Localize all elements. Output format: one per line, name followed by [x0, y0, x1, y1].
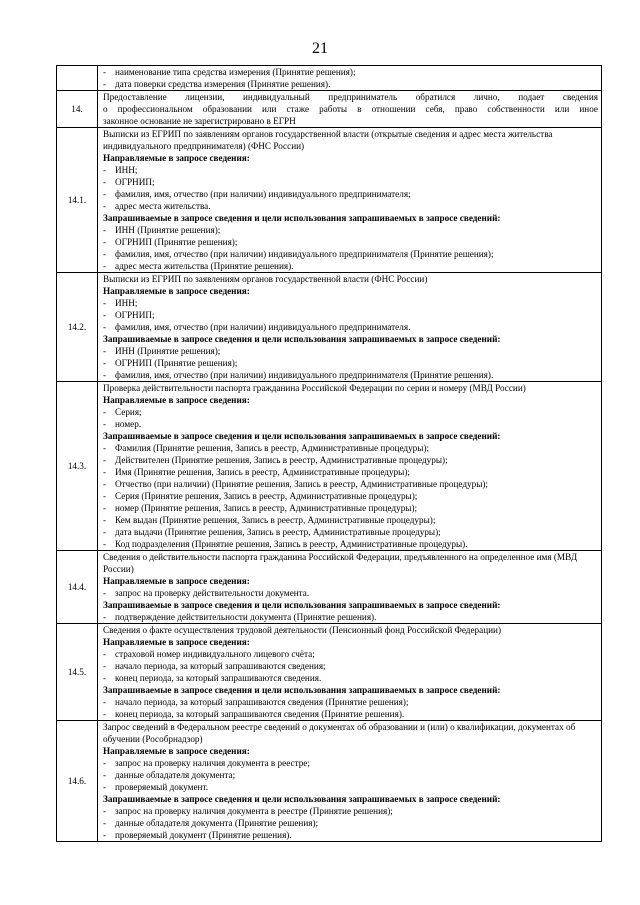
bullet-dash: - — [103, 515, 107, 525]
list-item — [103, 78, 598, 90]
list-item-text: начало периода, за который запрашиваются сведения; — [115, 661, 326, 671]
bullet-dash: - — [103, 782, 107, 792]
row-number: 14.4. — [57, 551, 98, 624]
bullet-dash: - — [103, 261, 107, 271]
list-item-text: данные обладателя документа; — [115, 770, 236, 780]
row-content — [98, 273, 602, 382]
list-item — [103, 260, 598, 272]
bullet-dash: - — [103, 407, 107, 417]
paragraph-text: Запрос сведений в Федеральном реестре сведений о документах об образовании и (или) о квалификации, документах об обучении (Рособрнадзор) — [103, 722, 576, 744]
list-item-text: дата выдачи (Принятие решения, Запись в реестр, Административные процедуры); — [115, 527, 441, 537]
row-number: 14.1. — [57, 128, 98, 273]
list-item-text: Серия (Принятие решения, Запись в реестр, Административные процедуры); — [115, 491, 418, 501]
table-row — [57, 721, 602, 842]
list-item — [103, 526, 598, 538]
list-item — [103, 781, 598, 793]
section-heading: Запрашиваемые в запросе сведения и цели использования запрашиваемых в запросе сведений: — [103, 794, 501, 804]
list-item — [103, 248, 598, 260]
row-content — [98, 66, 602, 91]
row-number: 14. — [57, 91, 98, 128]
list-item-text: подтверждение действительности документа (Принятие решения). — [115, 612, 377, 622]
row-number: 14.2. — [57, 273, 98, 382]
bullet-dash: - — [103, 770, 107, 780]
list-item — [103, 466, 598, 478]
row-number: 14.5. — [57, 624, 98, 721]
bullet-dash: - — [103, 649, 107, 659]
bullet-dash: - — [103, 806, 107, 816]
section-heading: Направляемые в запросе сведения: — [103, 395, 250, 405]
bullet-dash: - — [103, 709, 107, 719]
list-item — [103, 200, 598, 212]
list-item-text: конец периода, за который запрашиваются сведения (Принятие решения). — [115, 709, 405, 719]
bullet-dash: - — [103, 201, 107, 211]
list-item — [103, 345, 598, 357]
bullet-dash: - — [103, 830, 107, 840]
row-content — [98, 91, 602, 128]
bullet-dash: - — [103, 455, 107, 465]
bullet-dash: - — [103, 588, 107, 598]
list-item — [103, 176, 598, 188]
list-item-text: Серия; — [115, 407, 142, 417]
bullet-dash: - — [103, 491, 107, 501]
section-heading: Запрашиваемые в запросе сведения и цели использования запрашиваемых в запросе сведений: — [103, 600, 501, 610]
table-row — [57, 382, 602, 551]
list-item-text: ИНН; — [115, 165, 138, 175]
list-item-text: Код подразделения (Принятие решения, Запись в реестр, Административные процедуры). — [115, 539, 468, 549]
row-content — [98, 128, 602, 273]
list-item — [103, 502, 598, 514]
row-number: 14.3. — [57, 382, 98, 551]
row-content — [98, 624, 602, 721]
table-row — [57, 66, 602, 91]
list-item-text: фамилия, имя, отчество (при наличии) индивидуального предпринимателя; — [115, 189, 411, 199]
list-item-text: проверяемый документ (Принятие решения). — [115, 830, 292, 840]
row-content — [98, 382, 602, 551]
requirements-table — [56, 65, 602, 842]
bullet-dash: - — [103, 298, 107, 308]
list-item-text: проверяемый документ. — [115, 782, 209, 792]
list-item-text: фамилия, имя, отчество (при наличии) индивидуального предпринимателя. — [115, 322, 411, 332]
bullet-dash: - — [103, 467, 107, 477]
section-heading: Направляемые в запросе сведения: — [103, 576, 250, 586]
list-item — [103, 224, 598, 236]
list-item-text: Имя (Принятие решения, Запись в реестр, Административные процедуры); — [115, 467, 410, 477]
list-item — [103, 538, 598, 550]
list-item-text: адрес места жительства. — [115, 201, 211, 211]
bullet-dash: - — [103, 346, 107, 356]
bullet-dash: - — [103, 673, 107, 683]
list-item — [103, 514, 598, 526]
bullet-dash: - — [103, 358, 107, 368]
list-item-text: номер. — [115, 419, 142, 429]
bullet-dash: - — [103, 322, 107, 332]
section-heading: Запрашиваемые в запросе сведения и цели использования запрашиваемых в запросе сведений: — [103, 431, 501, 441]
list-item — [103, 672, 598, 684]
bullet-dash: - — [103, 697, 107, 707]
bullet-dash: - — [103, 661, 107, 671]
list-item — [103, 757, 598, 769]
list-item — [103, 805, 598, 817]
row-number — [57, 66, 98, 91]
list-item — [103, 660, 598, 672]
list-item-text: наименование типа средства измерения (Принятие решения); — [115, 67, 356, 77]
list-item — [103, 297, 598, 309]
list-item — [103, 829, 598, 841]
list-item — [103, 188, 598, 200]
list-item — [103, 418, 598, 430]
row-content — [98, 551, 602, 624]
list-item-text: запрос на проверку наличия документа в реестре (Принятие решения); — [115, 806, 393, 816]
section-heading: Направляемые в запросе сведения: — [103, 286, 250, 296]
section-heading: Запрашиваемые в запросе сведения и цели использования запрашиваемых в запросе сведений: — [103, 334, 501, 344]
bullet-dash: - — [103, 479, 107, 489]
list-item-text: Отчество (при наличии) (Принятие решения, Запись в реестр, Административные процедуры); — [115, 479, 488, 489]
list-item-text: начало периода, за который запрашиваются сведения (Принятие решения); — [115, 697, 409, 707]
list-item-text: фамилия, имя, отчество (при наличии) индивидуального предпринимателя (Принятие решения). — [115, 370, 494, 380]
list-item — [103, 587, 598, 599]
list-item — [103, 66, 598, 78]
paragraph-line: о профессиональном образовании или стаже работы в отношении себя, право собственности или иное — [103, 104, 598, 114]
list-item-text: запрос на проверку наличия документа в реестре; — [115, 758, 310, 768]
list-item-text: ИНН; — [115, 298, 138, 308]
paragraph-line: Выписки из ЕГРИП по заявлениям органов государственной власти (ФНС России) — [103, 274, 428, 284]
bullet-dash: - — [103, 419, 107, 429]
bullet-dash: - — [103, 612, 107, 622]
bullet-dash: - — [103, 758, 107, 768]
section-heading: Направляемые в запросе сведения: — [103, 153, 250, 163]
bullet-dash: - — [103, 177, 107, 187]
paragraph-text: Выписки из ЕГРИП по заявлениям органов государственной власти (открытые сведения и адрес места жительства индивидуального предпринимателя) (ФНС России) — [103, 129, 553, 151]
paragraph-line: Проверка действительности паспорта гражданина Российской Федерации по серии и номеру (МВД России) — [103, 383, 526, 393]
section-heading: Направляемые в запросе сведения: — [103, 746, 250, 756]
list-item-text: конец периода, за который запрашиваются сведения. — [115, 673, 322, 683]
bullet-dash: - — [103, 249, 107, 259]
paragraph-line: законное основание не зарегистрировано в ЕГРН — [103, 116, 296, 126]
list-item-text: запрос на проверку действительности документа. — [115, 588, 310, 598]
bullet-dash: - — [103, 539, 107, 549]
list-item-text: Фамилия (Принятие решения, Запись в реестр, Административные процедуры); — [115, 443, 430, 453]
table-row — [57, 624, 602, 721]
bullet-dash: - — [103, 443, 107, 453]
list-item — [103, 164, 598, 176]
row-content — [98, 721, 602, 842]
list-item — [103, 611, 598, 623]
section-heading: Направляемые в запросе сведения: — [103, 637, 250, 647]
list-item — [103, 369, 598, 381]
list-item-text: ИНН (Принятие решения); — [115, 346, 221, 356]
table-row — [57, 91, 602, 128]
list-item — [103, 708, 598, 720]
list-item-text: Действителен (Принятие решения, Запись в реестр, Административные процедуры); — [115, 455, 448, 465]
list-item — [103, 817, 598, 829]
page-number: 21 — [312, 40, 328, 57]
list-item — [103, 454, 598, 466]
bullet-dash: - — [103, 818, 107, 828]
table-row — [57, 273, 602, 382]
list-item — [103, 478, 598, 490]
bullet-dash: - — [103, 527, 107, 537]
list-item — [103, 321, 598, 333]
bullet-dash: - — [103, 237, 107, 247]
section-heading: Запрашиваемые в запросе сведения и цели использования запрашиваемых в запросе сведений: — [103, 685, 501, 695]
list-item — [103, 490, 598, 502]
list-item — [103, 648, 598, 660]
paragraph-text: Сведения о действительности паспорта гражданина Российской Федерации, предъявленного на определенное имя (МВД России) — [103, 552, 578, 574]
list-item-text: Кем выдан (Принятие решения, Запись в реестр, Административные процедуры); — [115, 515, 436, 525]
list-item-text: страховой номер индивидуального лицевого счёта; — [115, 649, 315, 659]
list-item — [103, 769, 598, 781]
list-item — [103, 357, 598, 369]
list-item-text: ИНН (Принятие решения); — [115, 225, 221, 235]
bullet-dash: - — [103, 503, 107, 513]
bullet-dash: - — [103, 67, 107, 77]
table-row — [57, 551, 602, 624]
section-heading: Запрашиваемые в запросе сведения и цели использования запрашиваемых в запросе сведений: — [103, 213, 501, 223]
bullet-dash: - — [103, 310, 107, 320]
list-item-text: ОГРНИП (Принятие решения); — [115, 358, 238, 368]
list-item-text: дата поверки средства измерения (Принятие решения). — [115, 79, 331, 89]
list-item-text: данные обладателя документа (Принятие решения); — [115, 818, 319, 828]
list-item — [103, 309, 598, 321]
bullet-dash: - — [103, 225, 107, 235]
row-number: 14.6. — [57, 721, 98, 842]
list-item-text: ОГРНИП; — [115, 310, 155, 320]
list-item — [103, 442, 598, 454]
list-item-text: номер (Принятие решения, Запись в реестр, Административные процедуры); — [115, 503, 418, 513]
list-item-text: ОГРНИП (Принятие решения); — [115, 237, 238, 247]
bullet-dash: - — [103, 165, 107, 175]
bullet-dash: - — [103, 370, 107, 380]
list-item-text: ОГРНИП; — [115, 177, 155, 187]
list-item — [103, 406, 598, 418]
list-item-text: адрес места жительства (Принятие решения). — [115, 261, 294, 271]
list-item-text: фамилия, имя, отчество (при наличии) индивидуального предпринимателя (Принятие решения); — [115, 249, 494, 259]
list-item — [103, 236, 598, 248]
bullet-dash: - — [103, 189, 107, 199]
list-item — [103, 696, 598, 708]
bullet-dash: - — [103, 79, 107, 89]
table-row — [57, 128, 602, 273]
paragraph-line: Предоставление лицензии, индивидуальный предприниматель обратился лично, подает сведения — [103, 92, 598, 102]
paragraph-line: Сведения о факте осуществления трудовой деятельности (Пенсионный фонд Российской Федерации) — [103, 625, 502, 635]
